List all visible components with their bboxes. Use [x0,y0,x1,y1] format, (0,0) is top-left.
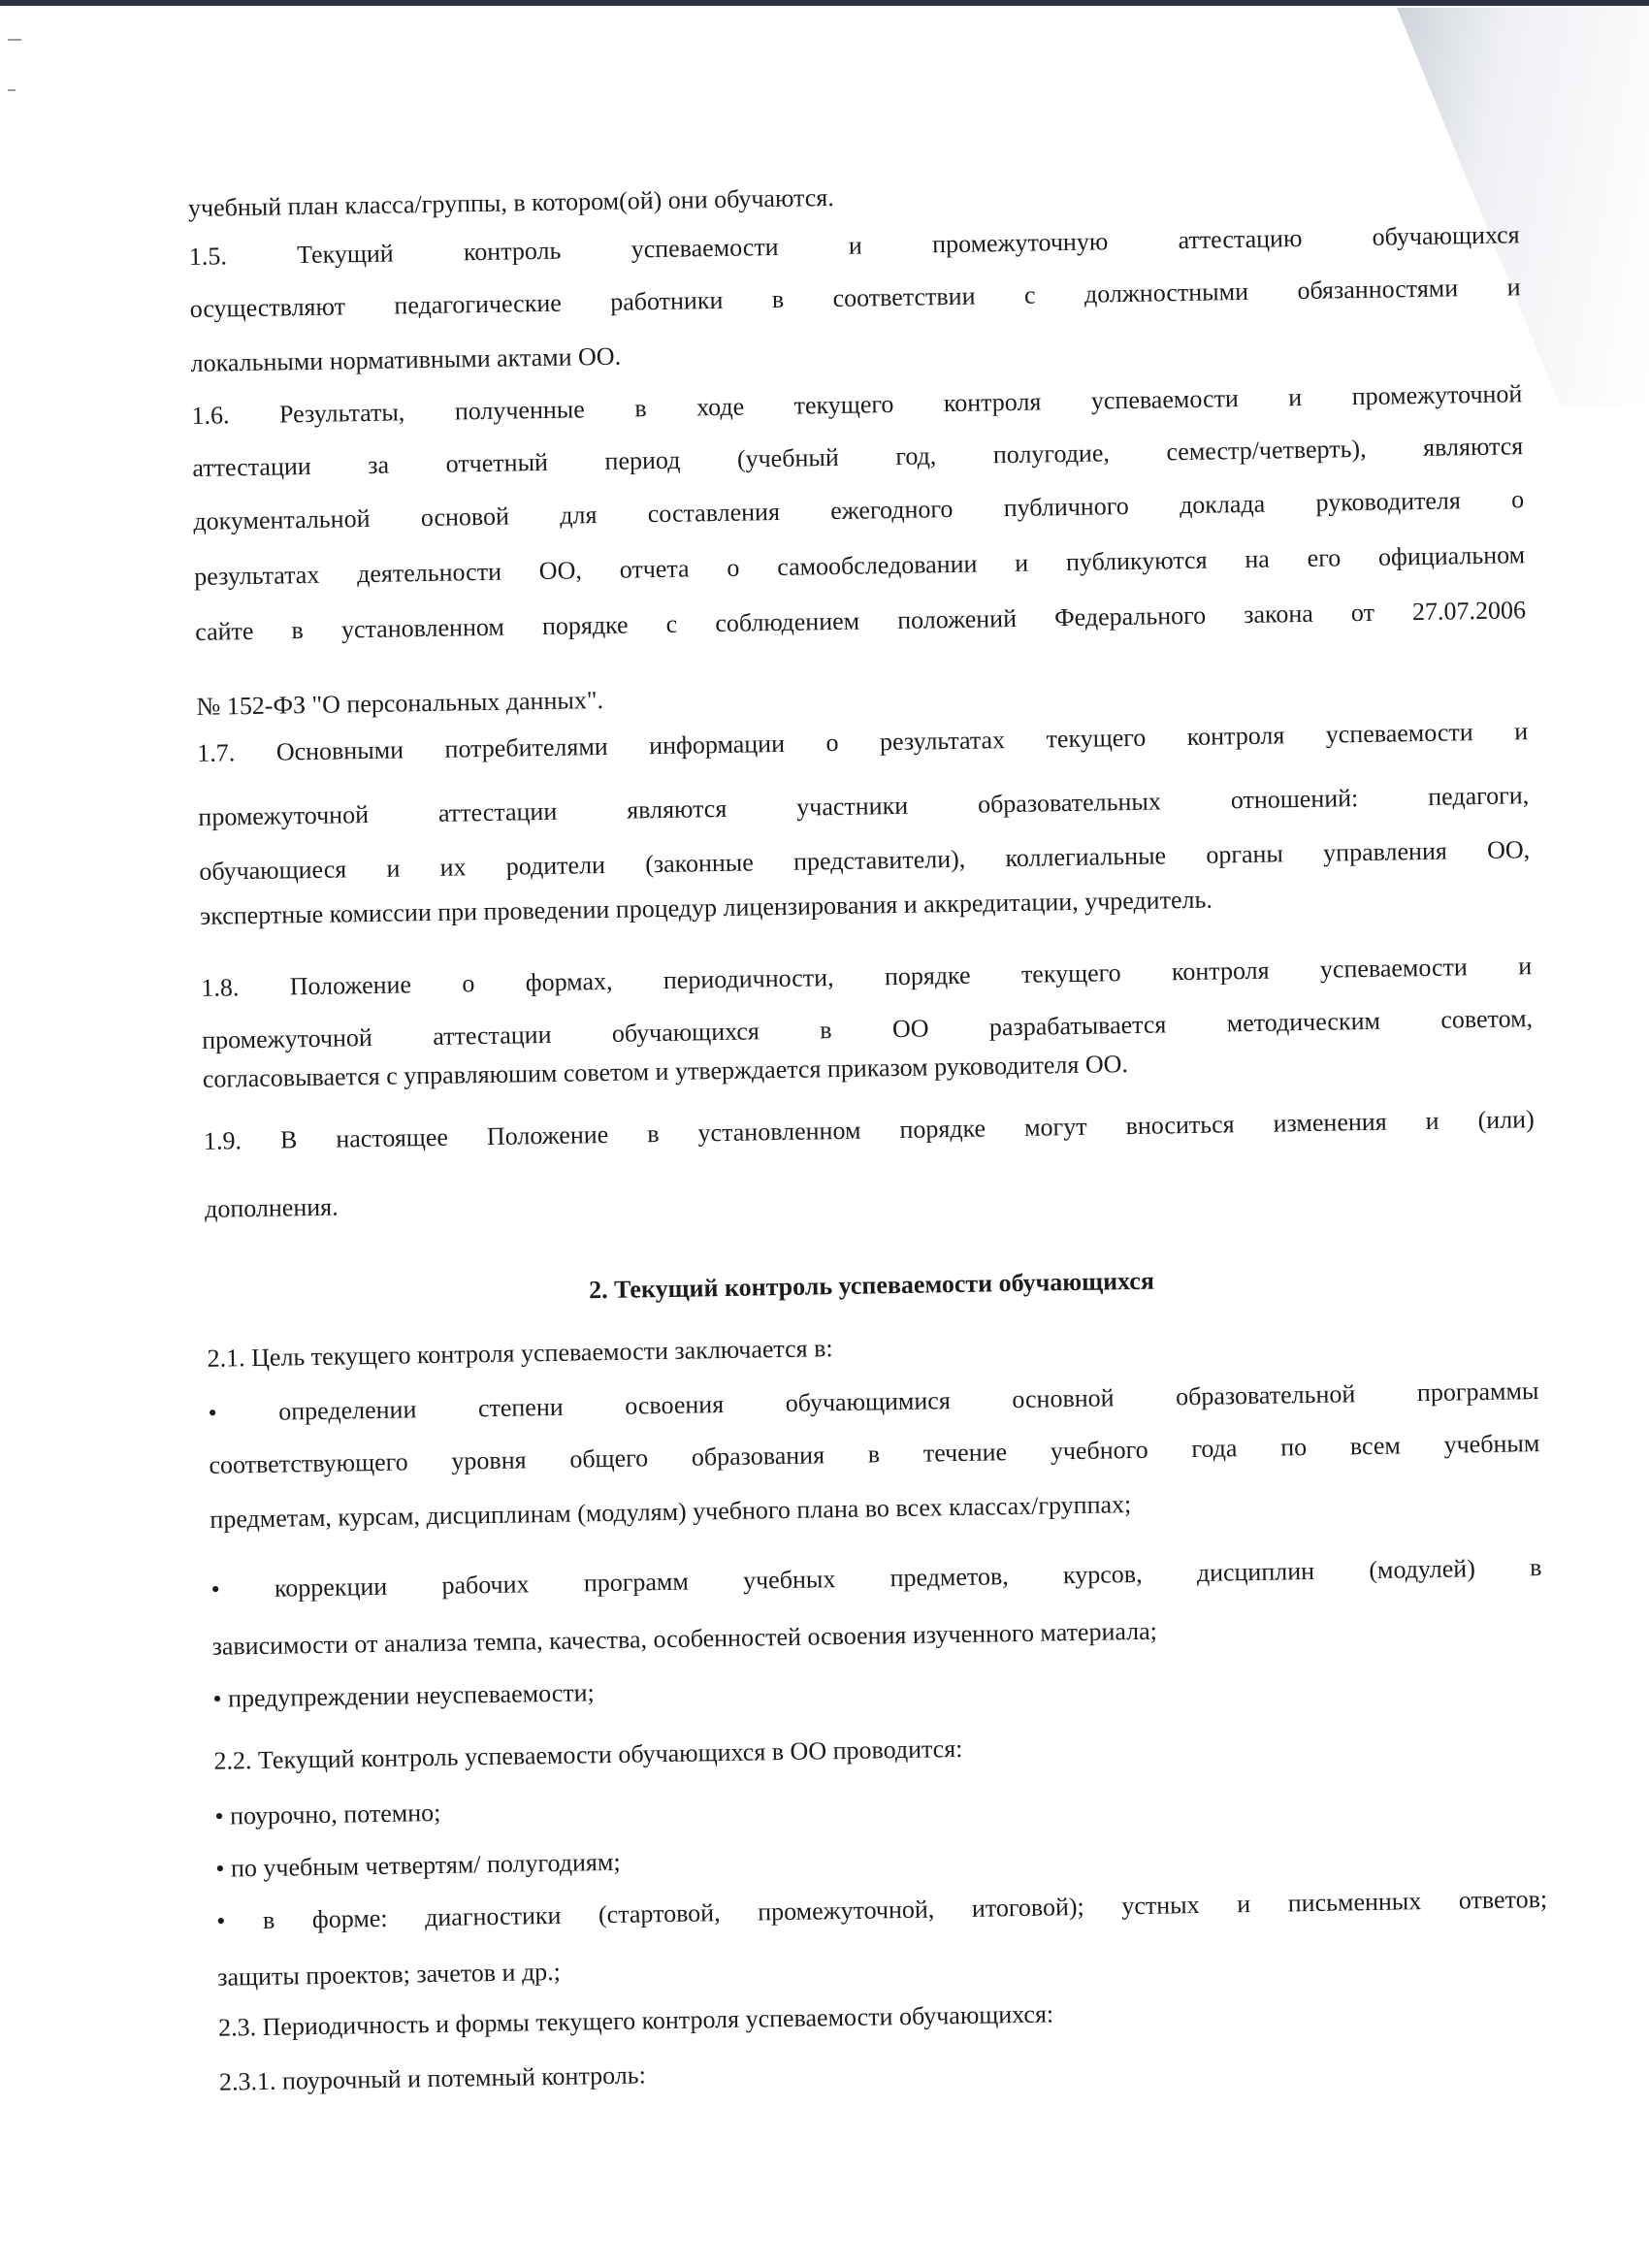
text-line: осуществляют педагогические работники в соответствии с должностными обязанностями и [189,273,1521,323]
text-line: учебный план класса/группы, в котором(ой) они обучаются. [187,182,834,222]
text-line: 1.7. Основными потребителями информации о результатах текущего контроля успеваемости и [197,717,1529,767]
text-line: 2.2. Текущий контроль успеваемости обучающихся в ОО проводится: [213,1733,963,1775]
text-line: сайте в установленном порядке с соблюдением положений Федерального закона от 27.07.2006 [194,596,1527,646]
text-line: • предупреждении неуспеваемости; [212,1678,595,1713]
text-line: документальной основой для составления ежегодного публичного доклада руководителя о [193,485,1525,535]
text-line: обучающиеся и их родители (законные представители), коллегиальные органы управления ОО, [199,835,1531,886]
text-line: результатах деятельности ОО, отчета о самообследовании и публикуются на его официальном [194,540,1526,591]
text-line: аттестации за отчетный период (учебный год, полугодие, семестр/четверть), являются [192,432,1524,482]
text-line: • по учебным четвертям/ полугодиям; [215,1847,621,1883]
text-line: согласовывается с управляюшим советом и утверждается приказом руководителя ОО. [202,1050,1129,1093]
text-line: защиты проектов; зачетов и др.; [216,1957,562,1992]
text-line: локальными нормативными актами ОО. [190,341,622,377]
text-line: дополнения. [204,1192,339,1223]
text-line: 1.8. Положение о формах, периодичности, порядке текущего контроля успеваемости и [201,952,1533,1002]
text-line: 1.6. Результаты, полученные в ходе текущего контроля успеваемости и промежуточной [191,379,1523,430]
text-line: 2.3.1. поурочный и потемный контроль: [218,2060,647,2096]
text-line: предметам, курсам, дисциплинам (модулям) учебного плана во всех классах/группах; [210,1490,1132,1534]
text-line: 1.9. В настоящее Положение в установленном порядке могут вноситься изменения и (или) [203,1105,1535,1155]
scan-mark [8,39,21,41]
text-line: № 152-ФЗ "О персональных данных". [196,685,604,721]
scan-mark [8,89,16,91]
text-line: экспертные комиссии при проведении процедур лицензирования и аккредитации, учредитель. [199,885,1213,930]
text-line: • определении степени освоения обучающимися основной образовательной программы [208,1377,1539,1427]
text-line: промежуточной аттестации обучающихся в ОО разрабатывается методическим советом, [201,1004,1534,1054]
text-line: • в форме: диагностики (стартовой, промежуточной, итоговой); устных и письменных ответов; [216,1885,1548,1935]
section-heading: 2. Текущий контроль успеваемости обучающихся [588,1266,1155,1305]
text-line: 2.3. Периодичность и формы текущего контроля успеваемости обучающихся: [217,1999,1054,2042]
document-page [184,0,1553,2268]
text-line: • коррекции рабочих программ учебных предметов, курсов, дисциплин (модулей) в [210,1553,1542,1604]
text-line: 1.5. Текущий контроль успеваемости и промежуточную аттестацию обучающихся [188,220,1520,271]
text-line: соответствующего уровня общего образования в течение учебного года по всем учебным [209,1429,1540,1479]
text-line: 2.1. Цель текущего контроля успеваемости заключается в: [207,1334,833,1373]
text-line: промежуточной аттестации являются участники образовательных отношений: педагоги, [198,781,1530,831]
text-line: зависимости от анализа темпа, качества, особенностей освоения изученного материала; [211,1616,1158,1661]
text-line: • поурочно, потемно; [214,1798,441,1831]
